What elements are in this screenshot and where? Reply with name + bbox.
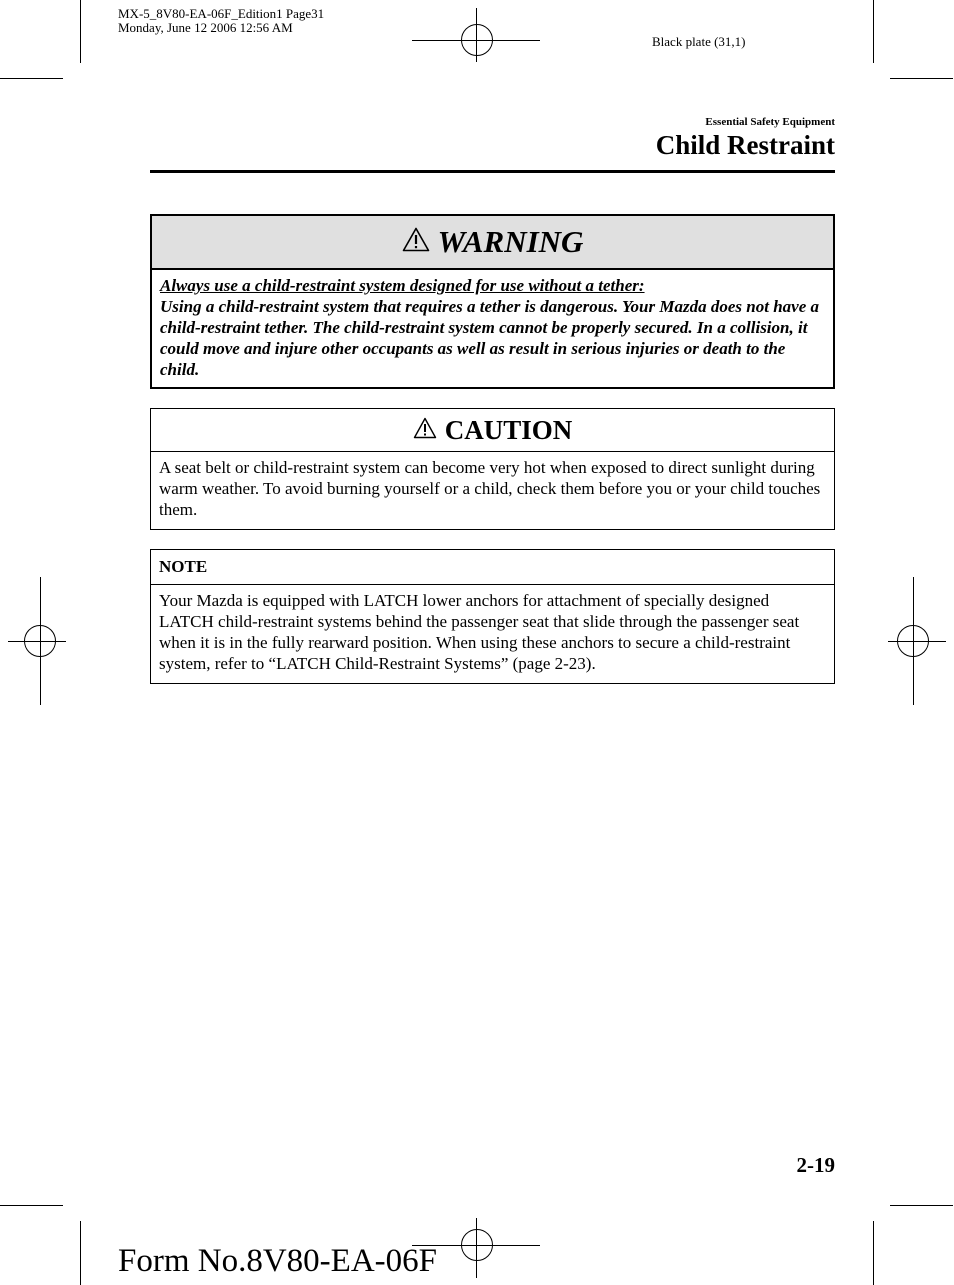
print-metadata [118, 7, 324, 35]
page-number: 2-19 [796, 1153, 835, 1177]
caution-header [151, 409, 834, 452]
warning-header [152, 216, 833, 270]
warning-text: Using a child-restraint system that requires a tether is dangerous. Your Mazda does not have a child-restraint tether. The child-restraint system cannot be properly secured. In a collision, it could move and injure other occupants as well as result in serious injuries or death to the child. [160, 297, 819, 379]
warning-body [152, 270, 833, 380]
section-label: Essential Safety Equipment [705, 116, 835, 128]
caution-box [150, 408, 835, 530]
title-rule [150, 170, 835, 173]
plate-label: Black plate (31,1) [652, 34, 746, 49]
note-box [150, 549, 835, 684]
print-timestamp: Monday, June 12 2006 12:56 AM [118, 20, 293, 35]
note-title: NOTE [159, 557, 208, 576]
caution-triangle-icon [413, 417, 437, 444]
print-file-name: MX-5_8V80-EA-06F_Edition1 Page31 [118, 6, 325, 21]
warning-title: WARNING [437, 224, 584, 259]
warning-lead: Always use a child-restraint system designed for use without a tether: [160, 276, 645, 295]
warning-box [150, 214, 835, 389]
page-title: Child Restraint [655, 130, 835, 160]
caution-title: CAUTION [444, 414, 573, 445]
caution-text: A seat belt or child-restraint system can become very hot when exposed to direct sunlight during warm weather. To avoid burning yourself or a child, check them before you or your child touches them. [159, 458, 821, 519]
form-number: Form No.8V80-EA-06F [118, 1243, 437, 1279]
warning-triangle-icon [402, 227, 430, 257]
note-text: Your Mazda is equipped with LATCH lower anchors for attachment of specially designed LATCH child-restraint systems behind the passenger seat that slide through the passenger seat when it is in the fully rearward position. When using these anchors to secure a child-restraint system, refer to “LATCH Child-Restraint Systems” (page 2-23). [159, 591, 800, 673]
note-header [151, 550, 834, 585]
